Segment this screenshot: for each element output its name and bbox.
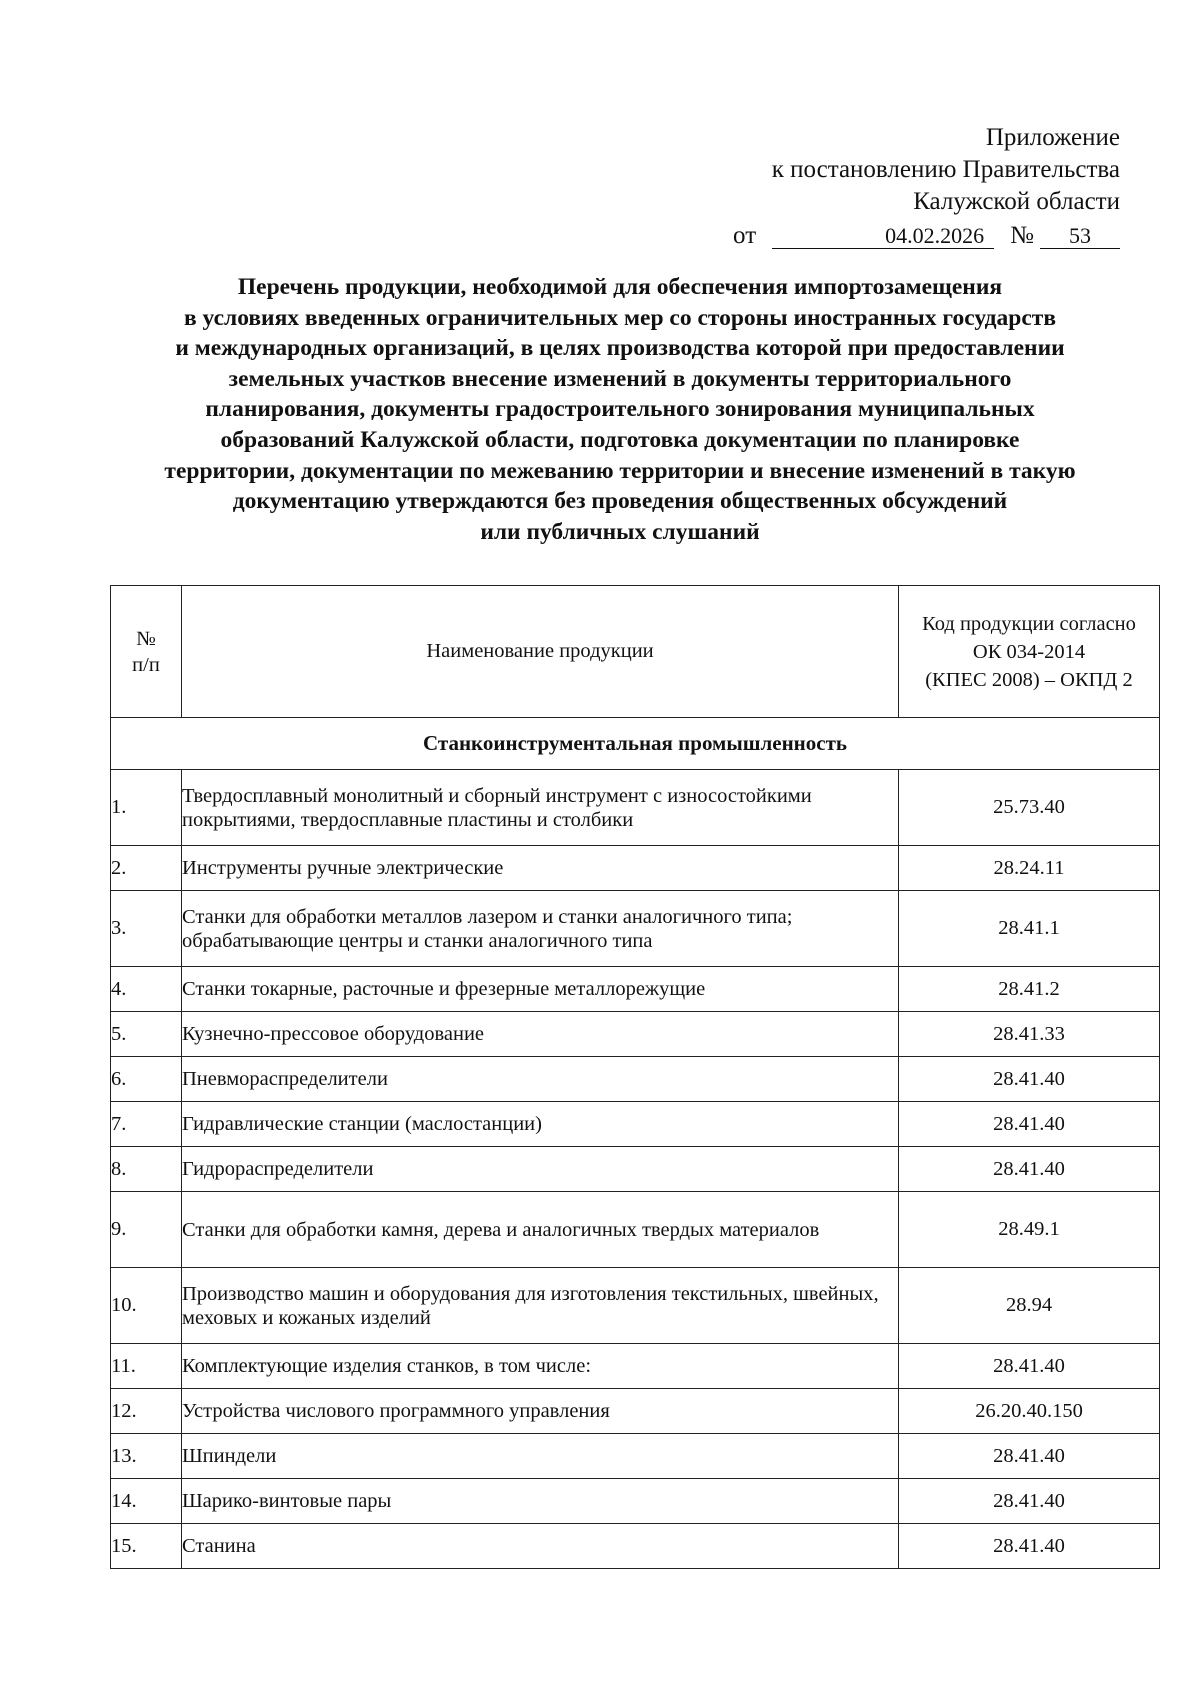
approval-number-label: № — [1010, 222, 1034, 249]
table-row — [111, 1389, 1160, 1434]
table-row — [111, 1268, 1160, 1344]
header-code-line1: Код продукции согласно — [922, 612, 1136, 635]
row-product-code: 28.41.40 — [899, 1479, 1160, 1524]
row-number: 6. — [111, 1057, 182, 1102]
row-number: 4. — [111, 967, 182, 1012]
title-line: территории, документации по межеванию территории и внесение изменений в такую — [164, 457, 1076, 484]
approval-region-label: Калужской области — [913, 188, 1120, 215]
table-row — [111, 1524, 1160, 1569]
row-number: 15. — [111, 1524, 182, 1569]
row-number: 7. — [111, 1102, 182, 1147]
row-product-code: 28.94 — [899, 1268, 1160, 1344]
row-number: 10. — [111, 1268, 182, 1344]
row-product-name: Шарико-винтовые пары — [182, 1479, 899, 1524]
row-product-name: Комплектующие изделия станков, в том числе: — [182, 1344, 899, 1389]
table-row — [111, 846, 1160, 891]
row-product-code: 28.41.2 — [899, 967, 1160, 1012]
row-number: 3. — [111, 891, 182, 967]
row-number: 5. — [111, 1012, 182, 1057]
row-product-code: 28.41.1 — [899, 891, 1160, 967]
section-row — [111, 718, 1160, 770]
row-number: 11. — [111, 1344, 182, 1389]
title-line: или публичных слушаний — [480, 518, 760, 545]
approval-ot-label: от — [733, 222, 757, 249]
title-line: планирования, документы градостроительного зонирования муниципальных — [205, 396, 1035, 423]
row-product-name: Станки для обработки металлов лазером и станки аналогичного типа; обрабатывающие центры и станки аналогичного типа — [182, 891, 899, 967]
row-product-code: 28.41.33 — [899, 1012, 1160, 1057]
section-title: Станкоинструментальная промышленность — [111, 718, 1160, 770]
table-row — [111, 891, 1160, 967]
approval-date: 04.02.2026 — [772, 224, 994, 249]
approval-appendix-label: Приложение — [985, 124, 1120, 151]
header-num-pp: п/п — [132, 653, 160, 676]
approval-date-line — [733, 220, 1120, 252]
table-row — [111, 1344, 1160, 1389]
title-line: Перечень продукции, необходимой для обеспечения импортозамещения — [237, 274, 1003, 300]
title-line: земельных участков внесение изменений в документы территориального — [228, 365, 1012, 392]
row-number: 1. — [111, 770, 182, 846]
header-code-line3: (КПЕС 2008) – ОКПД 2 — [925, 668, 1133, 691]
row-product-code: 28.41.40 — [899, 1344, 1160, 1389]
table-row — [111, 1192, 1160, 1268]
row-product-code: 28.41.40 — [899, 1434, 1160, 1479]
row-product-name: Производство машин и оборудования для изготовления текстильных, швейных, меховых и кожаных изделий — [182, 1268, 899, 1344]
row-product-name: Шпиндели — [182, 1434, 899, 1479]
row-product-name: Пневмораспределители — [182, 1057, 899, 1102]
row-number: 8. — [111, 1147, 182, 1192]
table-row — [111, 1147, 1160, 1192]
row-product-name: Гидравлические станции (маслостанции) — [182, 1102, 899, 1147]
row-product-code: 28.41.40 — [899, 1147, 1160, 1192]
row-number: 9. — [111, 1192, 182, 1268]
row-product-code: 25.73.40 — [899, 770, 1160, 846]
row-number: 12. — [111, 1389, 182, 1434]
row-number: 13. — [111, 1434, 182, 1479]
row-product-code: 28.41.40 — [899, 1057, 1160, 1102]
table-row — [111, 967, 1160, 1012]
row-product-name: Твердосплавный монолитный и сборный инструмент с износостойкими покрытиями, твердосплавные пластины и столбики — [182, 770, 899, 846]
row-product-name: Инструменты ручные электрические — [182, 846, 899, 891]
row-product-name: Гидрораспределители — [182, 1147, 899, 1192]
products-table — [110, 585, 1160, 1569]
row-product-code: 28.49.1 — [899, 1192, 1160, 1268]
table-row — [111, 1102, 1160, 1147]
row-product-name: Устройства числового программного управления — [182, 1389, 899, 1434]
table-row — [111, 1479, 1160, 1524]
title-line: образований Калужской области, подготовка документации по планировке — [220, 426, 1020, 453]
title-line: документацию утверждаются без проведения общественных обсуждений — [232, 488, 1008, 515]
row-number: 14. — [111, 1479, 182, 1524]
row-product-code: 28.41.40 — [899, 1102, 1160, 1147]
header-num-sign: № — [136, 627, 156, 650]
table-header-row — [111, 586, 1160, 718]
row-product-name: Станки токарные, расточные и фрезерные металлорежущие — [182, 967, 899, 1012]
row-product-code: 26.20.40.150 — [899, 1389, 1160, 1434]
header-code — [899, 586, 1160, 718]
row-product-name: Станина — [182, 1524, 899, 1569]
document-title — [100, 272, 1140, 547]
row-product-code: 28.24.11 — [899, 846, 1160, 891]
approval-number: 53 — [1040, 224, 1120, 249]
table-row — [111, 1057, 1160, 1102]
table-row — [111, 770, 1160, 846]
row-product-code: 28.41.40 — [899, 1524, 1160, 1569]
title-line: и международных организаций, в целях производства которой при предоставлении — [175, 335, 1065, 362]
row-number: 2. — [111, 846, 182, 891]
table-row — [111, 1012, 1160, 1057]
approval-block — [733, 122, 1120, 252]
row-product-name: Станки для обработки камня, дерева и аналогичных твердых материалов — [182, 1192, 899, 1268]
header-num — [111, 586, 182, 718]
approval-decree-label: к постановлению Правительства — [771, 156, 1120, 183]
row-product-name: Кузнечно-прессовое оборудование — [182, 1012, 899, 1057]
table-row — [111, 1434, 1160, 1479]
title-line: в условиях введенных ограничительных мер со стороны иностранных государств — [183, 304, 1057, 331]
header-name: Наименование продукции — [182, 586, 899, 718]
header-code-line2: ОК 034-2014 — [972, 640, 1086, 663]
